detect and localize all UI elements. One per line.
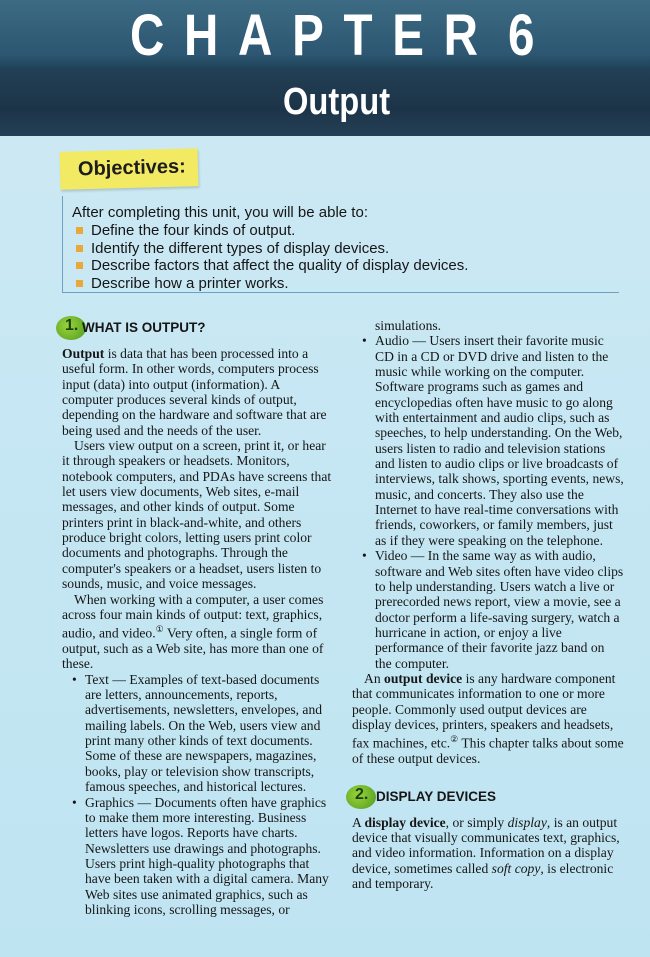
section-number-badge-icon bbox=[346, 785, 376, 809]
list-item bbox=[352, 333, 624, 548]
objective-item bbox=[74, 275, 468, 293]
term: output device bbox=[384, 670, 463, 686]
objective-text: Describe how a printer works. bbox=[91, 274, 289, 292]
bullet-icon: • bbox=[362, 333, 367, 349]
paragraph bbox=[62, 346, 332, 438]
list-item bbox=[352, 548, 624, 671]
paragraph-text: is any hardware component that communicates information to one or more people. Commonly used output devices are display devices, printers, speakers and headsets, fax machines, etc. bbox=[352, 670, 616, 751]
left-column bbox=[62, 318, 332, 917]
term-italic: soft copy bbox=[491, 860, 541, 876]
chapter-title: Output bbox=[283, 81, 391, 123]
paragraph-text: , is electronic and temporary. bbox=[352, 860, 614, 891]
continued-text: simulations. bbox=[375, 318, 442, 333]
paragraph-text: is data that has been processed into a useful form. In other words, computers process input (data) into output (information). A computer produces several kinds of output, depending on the hardware and software that are being used and the needs of the user. bbox=[62, 346, 327, 438]
paragraph-text: Very often, a single form of output, such as a Web site, has more than one of these. bbox=[62, 625, 324, 672]
section-title: WHAT IS OUTPUT? bbox=[82, 320, 206, 335]
output-kinds-list-cont bbox=[352, 333, 624, 671]
square-bullet-icon bbox=[76, 227, 83, 234]
objective-text: Define the four kinds of output. bbox=[91, 222, 296, 239]
square-bullet-icon bbox=[76, 262, 83, 269]
objective-text: Identify the different types of display devices. bbox=[91, 239, 390, 257]
paragraph-text: An bbox=[364, 670, 385, 686]
square-bullet-icon bbox=[76, 245, 83, 252]
objective-item bbox=[74, 257, 468, 275]
list-item-text: Audio — Users insert their favorite music CD in a CD or DVD drive and listen to the music while working on the computer. Software programs such as games and encyclopedias often have music to go along with entertainment and audio clips, such as speeches, to help understanding. On the Web, users listen to radio and television stations and listen to audio clips or live broadcasts of interviews, talk shows, sporting events, news, music, and concerts. They also use the Internet to have real-time conversations with friends, coworkers, or family members, just as if they were speaking on the telephone. bbox=[375, 333, 624, 548]
list-item bbox=[62, 672, 332, 795]
chapter-word: CHAPTER bbox=[130, 3, 498, 68]
paragraph-text: A bbox=[352, 814, 365, 830]
paragraph-text: This chapter talks about some of these output devices. bbox=[352, 735, 624, 767]
section-2-heading bbox=[352, 787, 624, 809]
list-item bbox=[62, 795, 332, 918]
paragraph bbox=[352, 671, 624, 767]
chapter-header bbox=[0, 0, 650, 136]
objective-item bbox=[74, 222, 468, 240]
section-number: 2. bbox=[355, 785, 369, 803]
term: display device bbox=[364, 814, 446, 830]
paragraph-text: , or simply bbox=[445, 814, 508, 830]
bullet-icon: • bbox=[72, 671, 77, 687]
paragraph-text: When working with a computer, a user comes across four main kinds of output: text, graphics, audio, and video. bbox=[62, 591, 324, 641]
bullet-icon: • bbox=[72, 794, 77, 810]
list-item-text: Text — Examples of text-based documents are letters, announcements, reports, advertisements, newsletters, envelopes, and mailing labels. On the Web, users view and print many other kinds of text documents. Some of these are newspapers, magazines, books, play or television show transcripts, famous speeches, and historical lectures. bbox=[85, 671, 323, 795]
objectives-label bbox=[60, 148, 199, 190]
footnote-marker[interactable]: ① bbox=[155, 624, 164, 635]
objective-text: Describe factors that affect the quality of display devices. bbox=[91, 257, 469, 274]
section-title: DISPLAY DEVICES bbox=[376, 788, 497, 804]
paragraph bbox=[352, 815, 624, 892]
output-kinds-list bbox=[62, 672, 332, 918]
list-item-text: Video — In the same way as with audio, software and Web sites often have video clips to help understanding. Users watch a live or prerecorded news report, view a movie, see a doctor perform a life-saving surgery, watch a hurricane in action, or enjoy a live performance of their favorite jazz band on the computer. bbox=[375, 548, 624, 671]
objective-item bbox=[74, 240, 468, 258]
term: Output bbox=[62, 346, 105, 361]
objectives-label-text: Objectives: bbox=[77, 155, 187, 181]
objectives-list bbox=[74, 222, 468, 292]
square-bullet-icon bbox=[76, 280, 83, 287]
footnote-marker[interactable]: ② bbox=[450, 734, 459, 745]
bullet-icon: • bbox=[362, 548, 367, 564]
right-column bbox=[352, 318, 624, 891]
paragraph-text: , is an output device that visually communicates text, graphics, and video information. Information on a display device, sometimes called bbox=[352, 814, 620, 876]
objectives-intro: After completing this unit, you will be able to: bbox=[72, 204, 368, 221]
section-number: 1. bbox=[65, 317, 79, 334]
paragraph: Users view output on a screen, print it, or hear it through speakers or headsets. Monitors, notebook computers, and PDAs have screens that let users view documents, Web sites, e-mail messages, and other kinds of output. Some printers print in black-and-white, and others produce bright colors, letting users print color documents and photographs. Through the computer's speakers or a headset, users listen to sounds, music, and voice messages. bbox=[62, 438, 332, 592]
list-item-text: Graphics — Documents often have graphics to make them more interesting. Business letters have logos. Reports have charts. Newsletters use drawings and photographs. Users print high-quality photographs that have been taken with a digital camera. Many Web sites use animated graphics, such as blinking icons, scrolling messages, or bbox=[85, 794, 329, 917]
section-1-heading bbox=[62, 318, 332, 340]
chapter-number: 6 bbox=[508, 3, 535, 68]
paragraph bbox=[62, 592, 332, 672]
term-italic: display bbox=[507, 814, 547, 830]
